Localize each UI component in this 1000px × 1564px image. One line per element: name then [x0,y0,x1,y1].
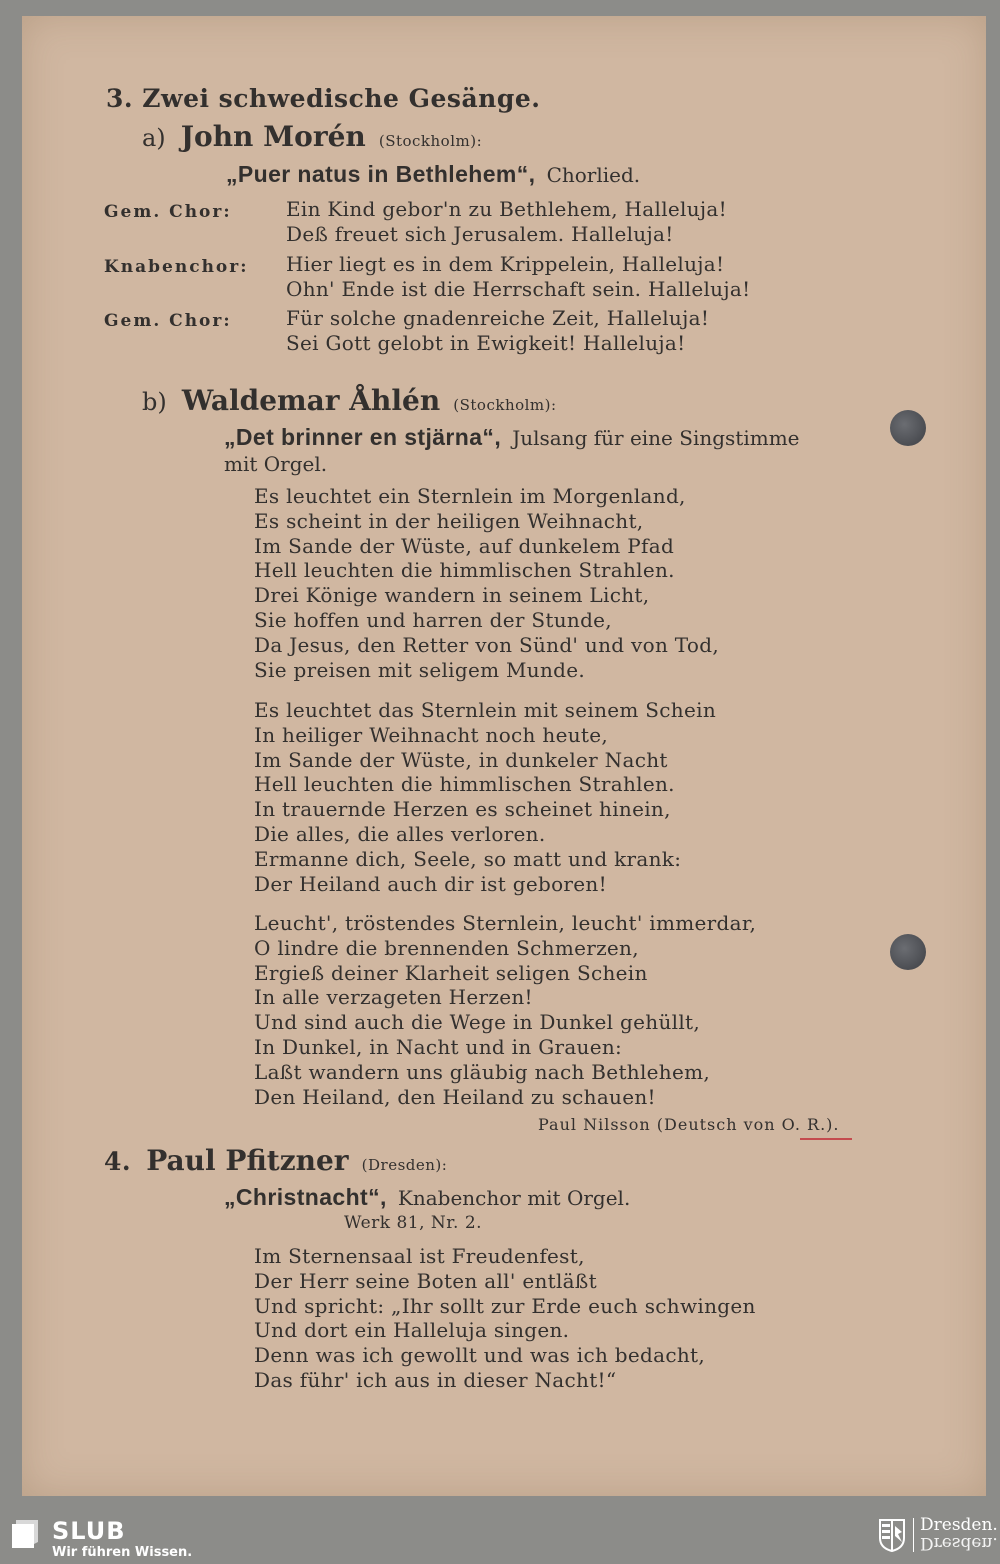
composer-line-a [142,120,482,153]
section-4-number: 4. [104,1147,132,1176]
dresden-crest-icon [878,1518,906,1552]
work-title-line-a [226,161,640,188]
poem-line: Der Heiland auch dir ist geboren! [254,871,607,896]
poem-christnacht [254,1244,756,1393]
verse-line: Sei Gott gelobt in Ewigkeit! Halleluja! [286,330,686,355]
item-letter-b: b) [142,388,167,416]
poem-line: Es scheint in der heiligen Weihnacht, [254,508,644,533]
poem-line: Hell leuchten die himmlischen Strahlen. [254,772,675,797]
poem-line: Es leuchtet das Sternlein mit seinem Schein [254,698,717,722]
stanza-3 [286,306,709,356]
work-title-puer-natus: „Puer natus in Bethlehem“, [226,161,536,187]
work-desc-b-continued: mit Orgel. [224,452,328,476]
poem-line: Und spricht: „Ihr sollt zur Erde euch schwingen [254,1293,756,1318]
stanza-2 [286,252,750,302]
poem-stanza-1 [254,484,719,682]
library-tagline: Wir führen Wissen. [52,1545,193,1560]
verse-line: Ohn' Ende ist die Herrschaft sein. Halleluja! [286,276,751,301]
work-title-christnacht: „Christnacht“, [224,1184,387,1210]
poem-credit: Paul Nilsson (Deutsch von O. R.). [538,1115,840,1134]
verse-line: Für solche gnadenreiche Zeit, Halleluja! [286,306,710,330]
composer-line-b [142,384,557,417]
poem-stanza-3 [254,911,756,1109]
poem-line: Das führ' ich aus in dieser Nacht!“ [254,1367,617,1392]
verse-line: Hier liegt es in dem Krippelein, Halleluja! [286,252,725,276]
role-label-1: Gem. Chor: [104,202,232,222]
poem-line: In Dunkel, in Nacht und in Grauen: [254,1034,623,1059]
poem-line: Und dort ein Halleluja singen. [254,1318,570,1343]
poem-line: Im Sande der Wüste, in dunkeler Nacht [254,747,668,772]
role-label-2: Knabenchor: [104,257,249,277]
poem-line: In alle verzageten Herzen! [254,985,533,1010]
poem-line: Leucht', tröstendes Sternlein, leucht' immerdar, [254,911,757,935]
city-logo-reflection: Dresden. [920,1533,998,1553]
slub-logo-icon [12,1520,38,1548]
poem-line: Den Heiland, den Heiland zu schauen! [254,1084,656,1109]
composer-name-moren: John Morén [180,120,366,153]
work-title-line-b [224,424,800,451]
poem-line: Ergieß deiner Klarheit seligen Schein [254,960,648,985]
composer-city-b: (Stockholm): [453,396,557,414]
punch-hole-bottom [890,934,926,970]
section-3-heading: 3. Zwei schwedische Gesänge. [106,84,541,113]
poem-line: Im Sande der Wüste, auf dunkelem Pfad [254,533,675,558]
poem-line: Sie preisen mit seligem Munde. [254,657,586,682]
poem-line: In heiliger Weihnacht noch heute, [254,722,609,747]
library-name: SLUB [52,1517,126,1545]
work-title-det-brinner: „Det brinner en stjärna“, [224,424,502,450]
poem-line: Im Sternensaal ist Freudenfest, [254,1244,585,1268]
poem-line: Der Herr seine Boten all' entläßt [254,1268,597,1293]
poem-line: Und sind auch die Wege in Dunkel gehüllt, [254,1010,701,1035]
poem-line: Denn was ich gewollt und was ich bedacht, [254,1343,706,1368]
poem-line: Laßt wandern uns gläubig nach Bethlehem, [254,1059,711,1084]
work-title-line-4 [224,1184,630,1211]
poem-line: Hell leuchten die himmlischen Strahlen. [254,558,675,583]
opus-number: Werk 81, Nr. 2. [344,1213,483,1233]
role-label-3: Gem. Chor: [104,311,232,331]
poem-line: Drei Könige wandern in seinem Licht, [254,583,650,608]
footer-bar [0,1512,1000,1564]
work-desc-a: Chorlied. [546,163,641,187]
poem-line: Es leuchtet ein Sternlein im Morgenland, [254,484,686,508]
composer-name-ahlen: Waldemar Åhlén [181,384,441,417]
composer-city-4: (Dresden): [361,1156,448,1174]
item-letter-a: a) [142,124,166,152]
red-pencil-mark [800,1138,852,1140]
city-logo-text: Dresden. [920,1515,998,1535]
poem-line: Da Jesus, den Retter von Sünd' und von Tod, [254,632,719,657]
work-desc-4: Knabenchor mit Orgel. [397,1186,631,1210]
poem-stanza-2 [254,698,716,896]
poem-line: O lindre die brennenden Schmerzen, [254,935,639,960]
poem-line: In trauernde Herzen es scheinet hinein, [254,797,671,822]
poem-line: Ermanne dich, Seele, so matt und krank: [254,846,682,871]
verse-line: Deß freuet sich Jerusalem. Halleluja! [286,221,674,246]
stanza-1 [286,197,727,247]
verse-line: Ein Kind gebor'n zu Bethlehem, Halleluja! [286,197,727,221]
composer-name-pfitzner: Paul Pfitzner [146,1144,349,1177]
composer-city-a: (Stockholm): [378,132,483,150]
poem-line: Sie hoffen und harren der Stunde, [254,607,612,632]
logo-divider [913,1518,914,1552]
work-desc-b: Julsang für eine Singstimme [512,426,800,450]
composer-line-4 [104,1144,447,1177]
poem-line: Die alles, die alles verloren. [254,821,546,846]
punch-hole-top [890,410,926,446]
